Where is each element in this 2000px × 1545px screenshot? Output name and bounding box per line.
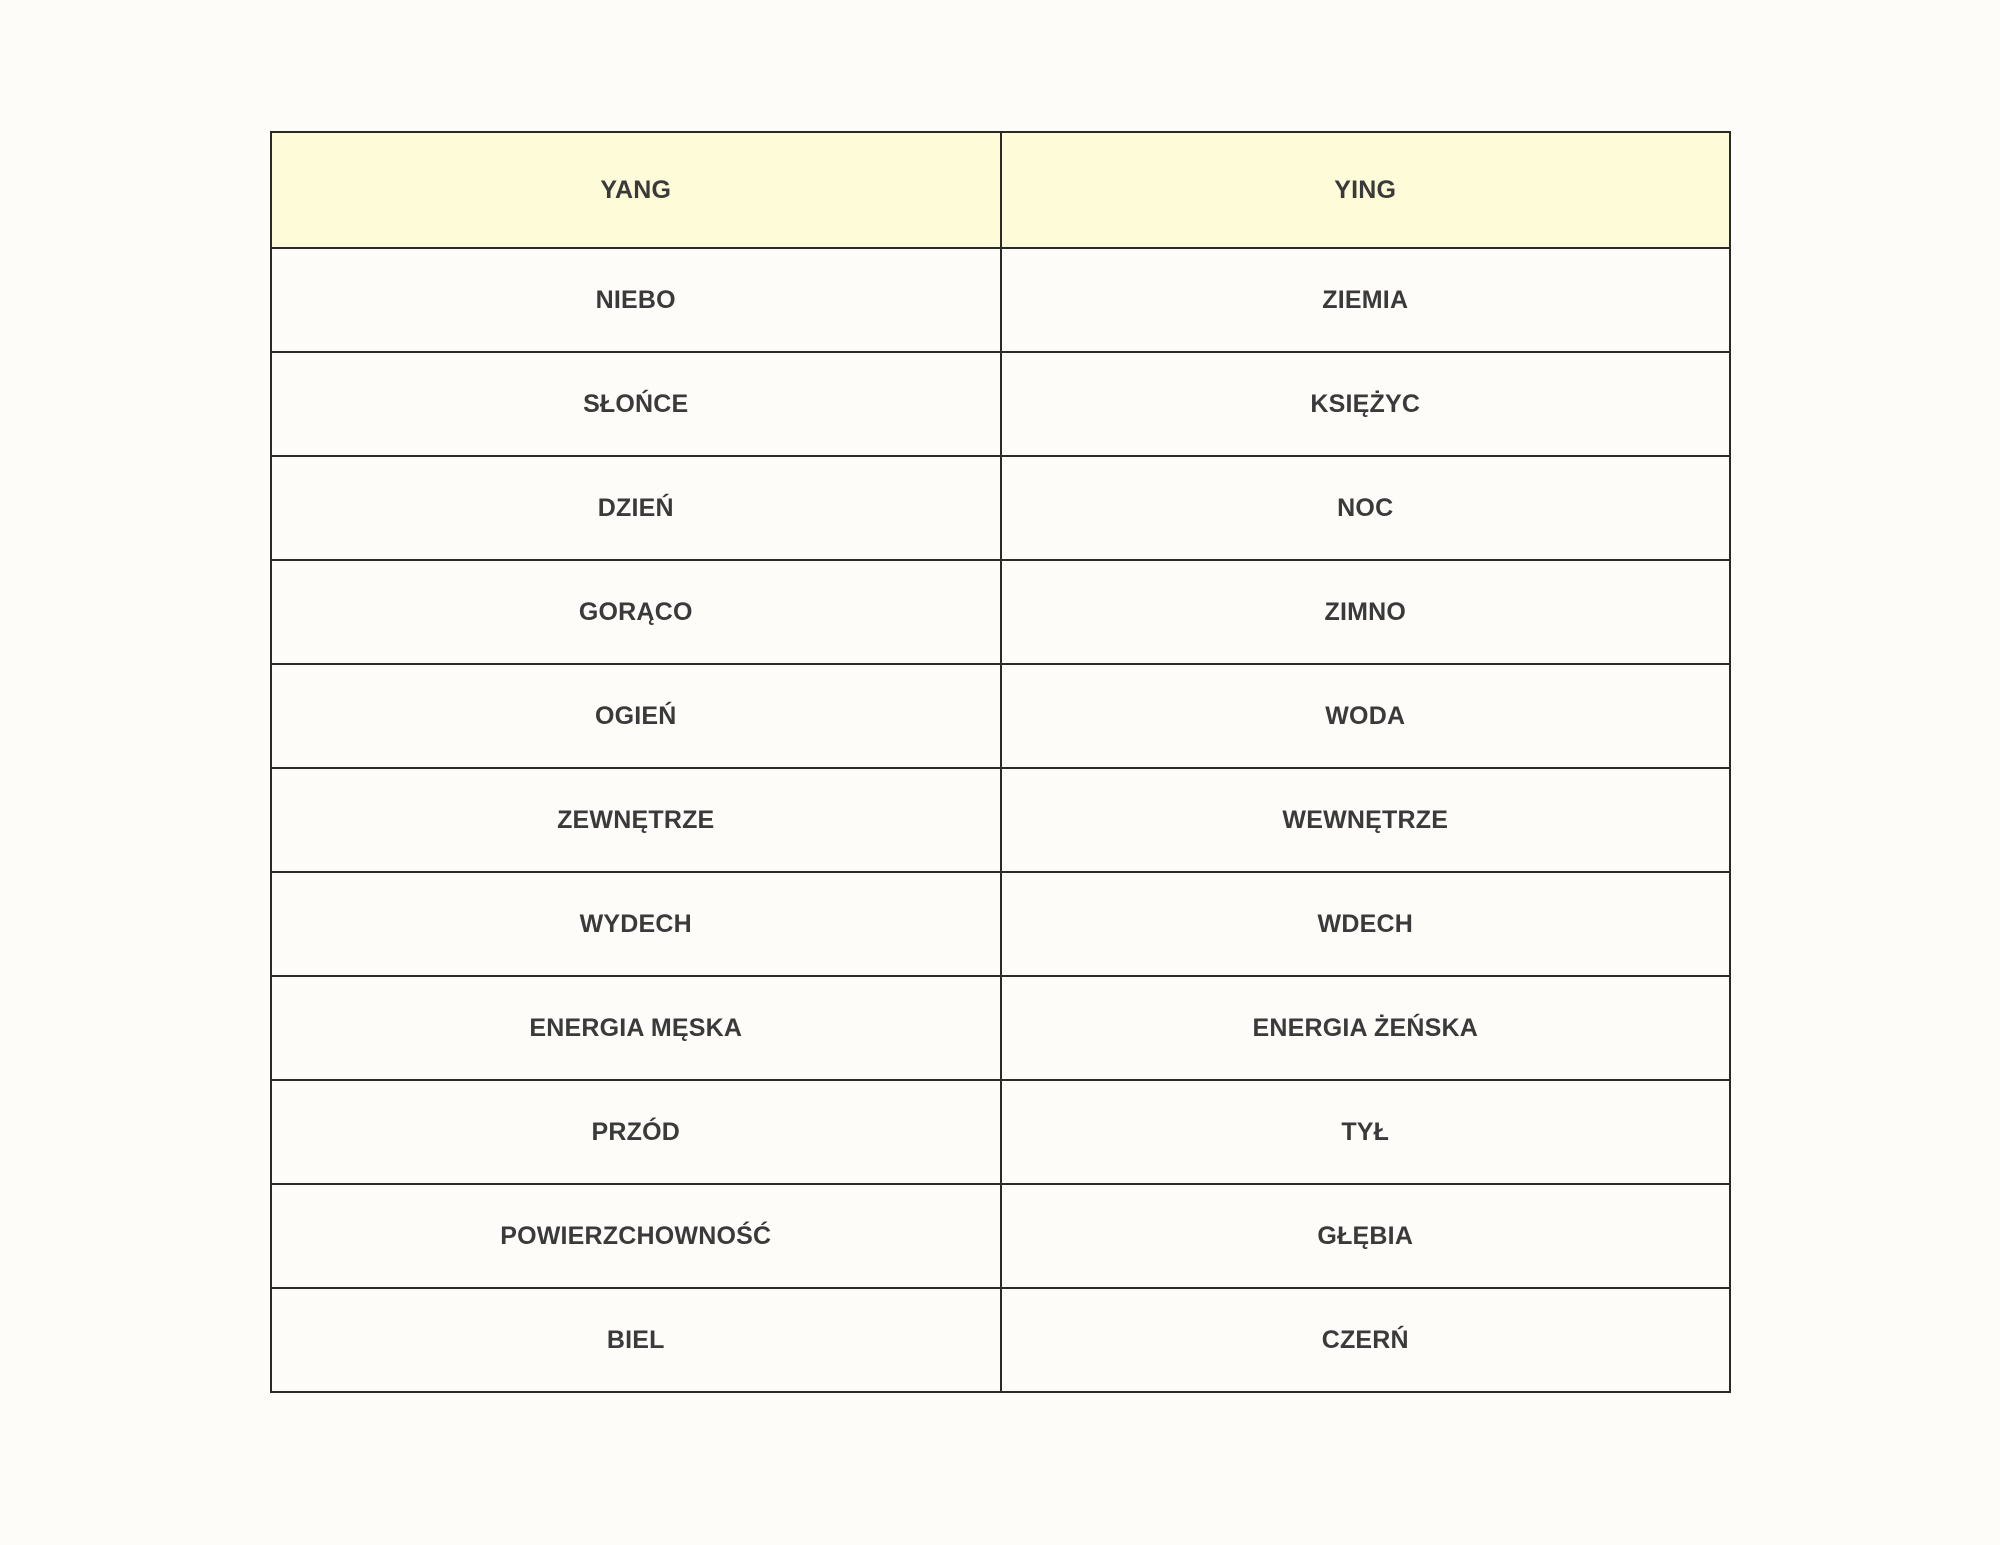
cell-yang: DZIEŃ	[271, 456, 1001, 560]
yin-yang-table	[270, 131, 1731, 1393]
cell-ying: GŁĘBIA	[1001, 1184, 1731, 1288]
cell-yang: OGIEŃ	[271, 664, 1001, 768]
cell-yang: WYDECH	[271, 872, 1001, 976]
table-row	[271, 872, 1730, 976]
cell-yang: SŁOŃCE	[271, 352, 1001, 456]
yin-yang-table-container	[270, 131, 1731, 1393]
cell-yang: NIEBO	[271, 248, 1001, 352]
cell-ying: NOC	[1001, 456, 1731, 560]
cell-yang: GORĄCO	[271, 560, 1001, 664]
cell-ying: KSIĘŻYC	[1001, 352, 1731, 456]
cell-ying: WEWNĘTRZE	[1001, 768, 1731, 872]
cell-ying: ZIMNO	[1001, 560, 1731, 664]
cell-ying: ENERGIA ŻEŃSKA	[1001, 976, 1731, 1080]
table-header-row	[271, 132, 1730, 248]
cell-yang: ENERGIA MĘSKA	[271, 976, 1001, 1080]
cell-yang: POWIERZCHOWNOŚĆ	[271, 1184, 1001, 1288]
cell-ying: TYŁ	[1001, 1080, 1731, 1184]
cell-ying: CZERŃ	[1001, 1288, 1731, 1392]
cell-ying: WODA	[1001, 664, 1731, 768]
table-row	[271, 976, 1730, 1080]
table-row	[271, 1288, 1730, 1392]
cell-ying: ZIEMIA	[1001, 248, 1731, 352]
table-row	[271, 248, 1730, 352]
table-row	[271, 664, 1730, 768]
cell-yang: PRZÓD	[271, 1080, 1001, 1184]
table-row	[271, 1080, 1730, 1184]
cell-yang: BIEL	[271, 1288, 1001, 1392]
cell-yang: ZEWNĘTRZE	[271, 768, 1001, 872]
table-row	[271, 768, 1730, 872]
header-yang: YANG	[271, 132, 1001, 248]
table-row	[271, 560, 1730, 664]
table-row	[271, 456, 1730, 560]
header-ying: YING	[1001, 132, 1731, 248]
table-row	[271, 1184, 1730, 1288]
cell-ying: WDECH	[1001, 872, 1731, 976]
table-row	[271, 352, 1730, 456]
